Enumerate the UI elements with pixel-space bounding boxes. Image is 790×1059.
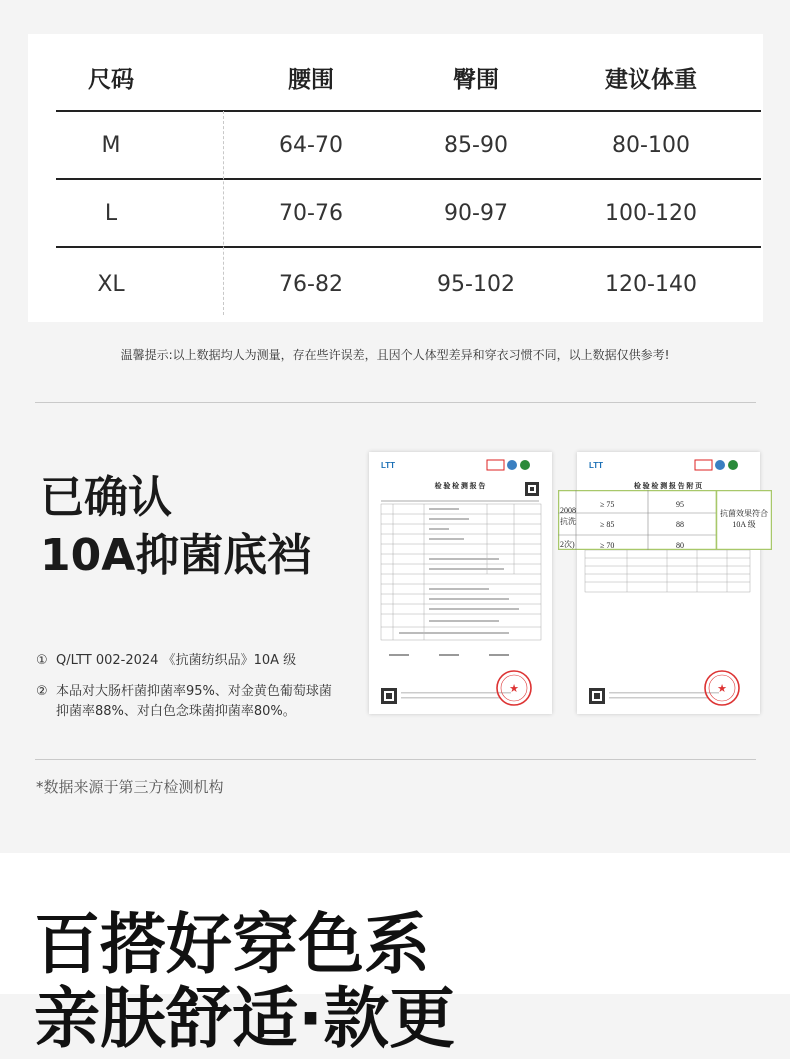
header-hip: 臀围 bbox=[453, 66, 499, 93]
svg-text:★: ★ bbox=[717, 682, 727, 695]
report-logo: LTT bbox=[589, 461, 604, 470]
zoom-value-2: ≥ 85 bbox=[600, 520, 615, 529]
zoom-result: 抗菌效果符合10A 级 bbox=[720, 509, 768, 529]
note-number: ① bbox=[36, 653, 48, 668]
zoom-left-1: 2008 bbox=[560, 506, 576, 515]
cert-heading-line2: 10A抑菌底裆 bbox=[40, 530, 312, 581]
cell-size: L bbox=[104, 200, 118, 226]
table-row bbox=[56, 112, 761, 180]
report-title: 检 验 检 测 报 告 bbox=[434, 482, 486, 490]
table-header bbox=[56, 34, 761, 112]
test-report-image bbox=[369, 452, 552, 714]
size-chart-card bbox=[28, 34, 763, 322]
data-source-note: *数据来源于第三方检测机构 bbox=[36, 778, 224, 796]
zoom-rate-1: 95 bbox=[676, 500, 684, 509]
report-title: 检 验 检 测 报 告 附 页 bbox=[633, 482, 703, 490]
measurement-tip: 温馨提示:以上数据均人为测量，存在些许误差，且因个人体型差异和穿衣习惯不同，以上数据仅供参考! bbox=[120, 348, 670, 362]
cert-note-2 bbox=[36, 682, 332, 722]
zoom-left-3: 2次) bbox=[560, 540, 575, 549]
header-size: 尺码 bbox=[88, 66, 134, 93]
note-text-cont: 抑菌率88%、对白色念珠菌抑菌率80%。 bbox=[56, 704, 296, 719]
zoom-rate-2: 88 bbox=[676, 520, 684, 529]
cell-waist: 70-76 bbox=[279, 200, 343, 226]
color-section-subtitle: 亲肤舒适·款更 bbox=[34, 980, 456, 1057]
table-row bbox=[56, 180, 761, 248]
cell-size: M bbox=[101, 132, 121, 158]
zoom-left-2: 抗洗 bbox=[560, 517, 576, 526]
report-zoom-callout bbox=[558, 490, 772, 550]
report-logo: LTT bbox=[381, 461, 396, 470]
size-table bbox=[56, 34, 761, 320]
cell-weight: 80-100 bbox=[612, 132, 690, 158]
cell-weight: 120-140 bbox=[605, 271, 697, 297]
test-report-drawing bbox=[369, 452, 552, 714]
cert-note-1 bbox=[36, 651, 296, 671]
cell-hip: 95-102 bbox=[437, 271, 515, 297]
note-text: 本品对大肠杆菌抑菌率95%、对金黄色葡萄球菌 bbox=[56, 684, 332, 699]
zoom-value-1: ≥ 75 bbox=[600, 500, 615, 509]
section-divider bbox=[35, 759, 756, 760]
note-text: Q/LTT 002-2024 《抗菌纺织品》10A 级 bbox=[56, 653, 297, 668]
svg-text:★: ★ bbox=[509, 682, 519, 695]
section-divider bbox=[35, 402, 756, 403]
cell-waist: 76-82 bbox=[279, 271, 343, 297]
header-waist: 腰围 bbox=[288, 66, 334, 93]
cell-waist: 64-70 bbox=[279, 132, 343, 158]
color-section bbox=[0, 853, 790, 1057]
column-divider bbox=[223, 111, 224, 315]
note-number: ② bbox=[36, 684, 48, 699]
cell-size: XL bbox=[97, 271, 125, 297]
cert-heading-line1: 已确认 bbox=[40, 472, 172, 523]
header-weight: 建议体重 bbox=[605, 66, 697, 93]
zoom-rate-3: 80 bbox=[676, 541, 684, 550]
cell-weight: 100-120 bbox=[605, 200, 697, 226]
cell-hip: 90-97 bbox=[444, 200, 508, 226]
table-row bbox=[56, 248, 761, 320]
color-section-title: 百搭好穿色系 bbox=[34, 906, 430, 983]
zoom-value-3: ≥ 70 bbox=[600, 541, 615, 550]
cell-hip: 85-90 bbox=[444, 132, 508, 158]
